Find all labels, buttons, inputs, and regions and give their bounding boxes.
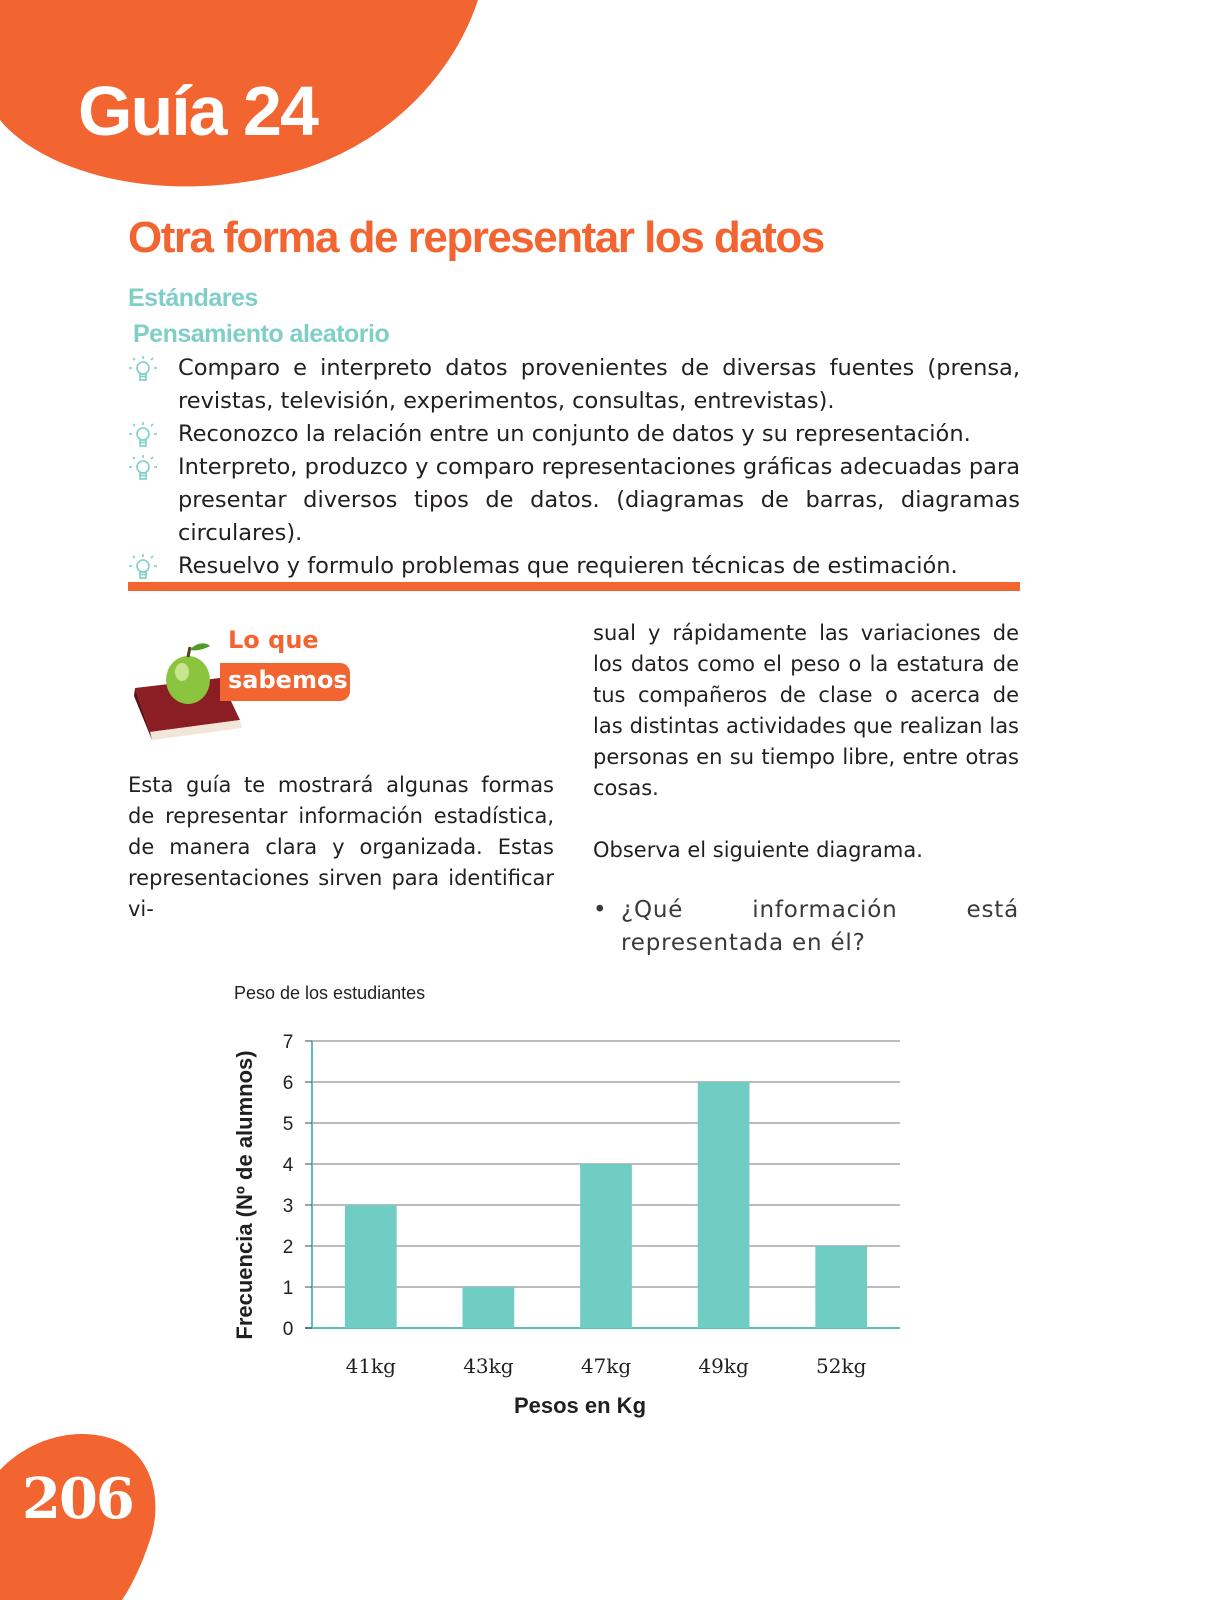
- standards-subheading: Pensamiento aleatorio: [133, 320, 390, 348]
- intro-column-right: [593, 618, 1019, 960]
- y-tick-label: 1: [282, 1278, 294, 1299]
- x-tick-label: 43kg: [463, 1354, 514, 1378]
- bar-chart: [220, 975, 920, 1435]
- lightbulb-icon: [128, 454, 158, 484]
- lightbulb-icon: [128, 355, 158, 385]
- chart-title: Peso de los estudiantes: [234, 983, 426, 1003]
- intro-paragraph-left: Esta guía te mostrará algunas formas de representar información estadística, de manera clara y organizada. Estas representaciones sirven para identificar vi-: [128, 773, 554, 921]
- standard-item: [128, 418, 1020, 451]
- standard-item: [128, 451, 1020, 550]
- y-tick-label: 7: [282, 1032, 294, 1053]
- bar: [815, 1246, 867, 1328]
- question-item: [593, 894, 1019, 960]
- intro-paragraph-right: sual y rápidamente las variaciones de los datos como el peso o la estatura de tus compañeros de clase o acerca de las distintas actividades que realizan las personas en su tiempo libre, entre otras cosas.: [593, 621, 1019, 800]
- lightbulb-icon: [128, 553, 158, 583]
- standard-item: [128, 550, 1020, 583]
- standard-text: Resuelvo y formulo problemas que requieren técnicas de estimación.: [178, 553, 958, 579]
- page-title: Otra forma de representar los datos: [128, 213, 824, 262]
- standard-item: [128, 352, 1020, 418]
- question-text: ¿Qué información está representada en él?: [621, 897, 1019, 956]
- y-tick-label: 0: [282, 1319, 294, 1340]
- bar: [345, 1205, 397, 1328]
- page-number: 206: [22, 1466, 133, 1532]
- y-tick-label: 5: [282, 1114, 294, 1135]
- bullet-icon: •: [593, 897, 608, 923]
- standard-text: Reconozco la relación entre un conjunto de datos y su representación.: [178, 421, 971, 447]
- section-divider: [128, 582, 1020, 591]
- bar: [580, 1164, 632, 1328]
- chart-ylabel: Frecuencia (Nº de alumnos): [232, 1050, 257, 1340]
- y-tick-label: 6: [282, 1073, 294, 1094]
- standard-text: Comparo e interpreto datos provenientes de diversas fuentes (prensa, revistas, televisión, experimentos, consultas, entrevistas).: [178, 355, 1020, 414]
- standards-heading: Estándares: [128, 284, 258, 312]
- bar: [463, 1287, 515, 1328]
- x-tick-label: 47kg: [580, 1354, 632, 1378]
- section-badge-line1: Lo que: [228, 626, 319, 654]
- guide-label: Guía 24: [78, 72, 317, 150]
- instruction-text: Observa el siguiente diagrama.: [593, 838, 923, 862]
- y-tick-label: 4: [282, 1155, 294, 1176]
- standard-text: Interpreto, produzco y comparo representaciones gráficas adecuadas para presentar diversos tipos de datos. (diagramas de barras, diagramas circulares).: [178, 454, 1020, 546]
- x-tick-label: 49kg: [698, 1354, 749, 1378]
- standards-list: [128, 352, 1020, 583]
- y-tick-label: 3: [282, 1196, 294, 1217]
- x-tick-label: 41kg: [345, 1354, 396, 1378]
- bar: [698, 1082, 750, 1328]
- section-badge-line2: sabemos: [228, 666, 348, 694]
- x-tick-label: 52kg: [816, 1354, 867, 1378]
- lightbulb-icon: [128, 421, 158, 451]
- y-tick-label: 2: [282, 1237, 294, 1258]
- chart-xlabel: Pesos en Kg: [513, 1393, 647, 1418]
